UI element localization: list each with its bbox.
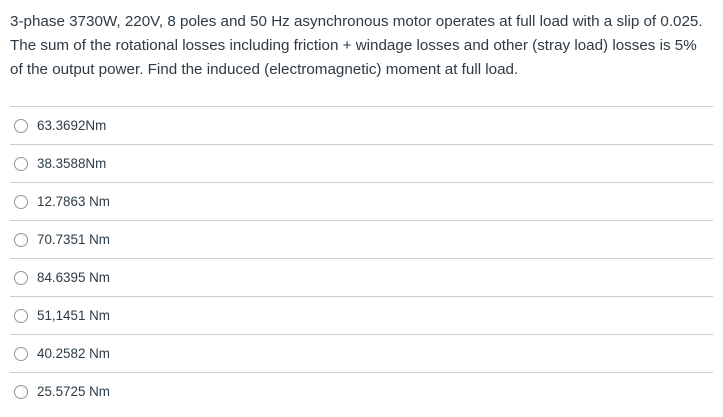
answer-label: 12.7863 Nm bbox=[37, 193, 110, 209]
answer-list bbox=[10, 106, 713, 410]
answer-option[interactable] bbox=[10, 183, 713, 221]
radio-button[interactable] bbox=[14, 195, 28, 209]
answer-option[interactable] bbox=[10, 145, 713, 183]
answer-label: 25.5725 Nm bbox=[37, 383, 110, 399]
answer-option[interactable] bbox=[10, 335, 713, 373]
answer-label: 51,1451 Nm bbox=[37, 307, 110, 323]
radio-button[interactable] bbox=[14, 385, 28, 399]
answer-option[interactable] bbox=[10, 297, 713, 335]
answer-label: 40.2582 Nm bbox=[37, 345, 110, 361]
radio-button[interactable] bbox=[14, 347, 28, 361]
answer-option[interactable] bbox=[10, 259, 713, 297]
question-text: 3-phase 3730W, 220V, 8 poles and 50 Hz asynchronous motor operates at full load with a slip of 0.025. The sum of the rotational losses including friction + windage losses and other (stray load) losses is 5% of the output power. Find the induced (electromagnetic) moment at full load. bbox=[10, 13, 703, 78]
radio-button[interactable] bbox=[14, 119, 28, 133]
answer-label: 63.3692Nm bbox=[37, 117, 107, 133]
answer-label: 38.3588Nm bbox=[37, 155, 107, 171]
answer-option[interactable] bbox=[10, 107, 713, 145]
answer-label: 70.7351 Nm bbox=[37, 231, 110, 247]
answer-option[interactable] bbox=[10, 373, 713, 410]
answer-label: 84.6395 Nm bbox=[37, 269, 110, 285]
radio-button[interactable] bbox=[14, 233, 28, 247]
radio-button[interactable] bbox=[14, 309, 28, 323]
answer-option[interactable] bbox=[10, 221, 713, 259]
radio-button[interactable] bbox=[14, 157, 28, 171]
radio-button[interactable] bbox=[14, 271, 28, 285]
